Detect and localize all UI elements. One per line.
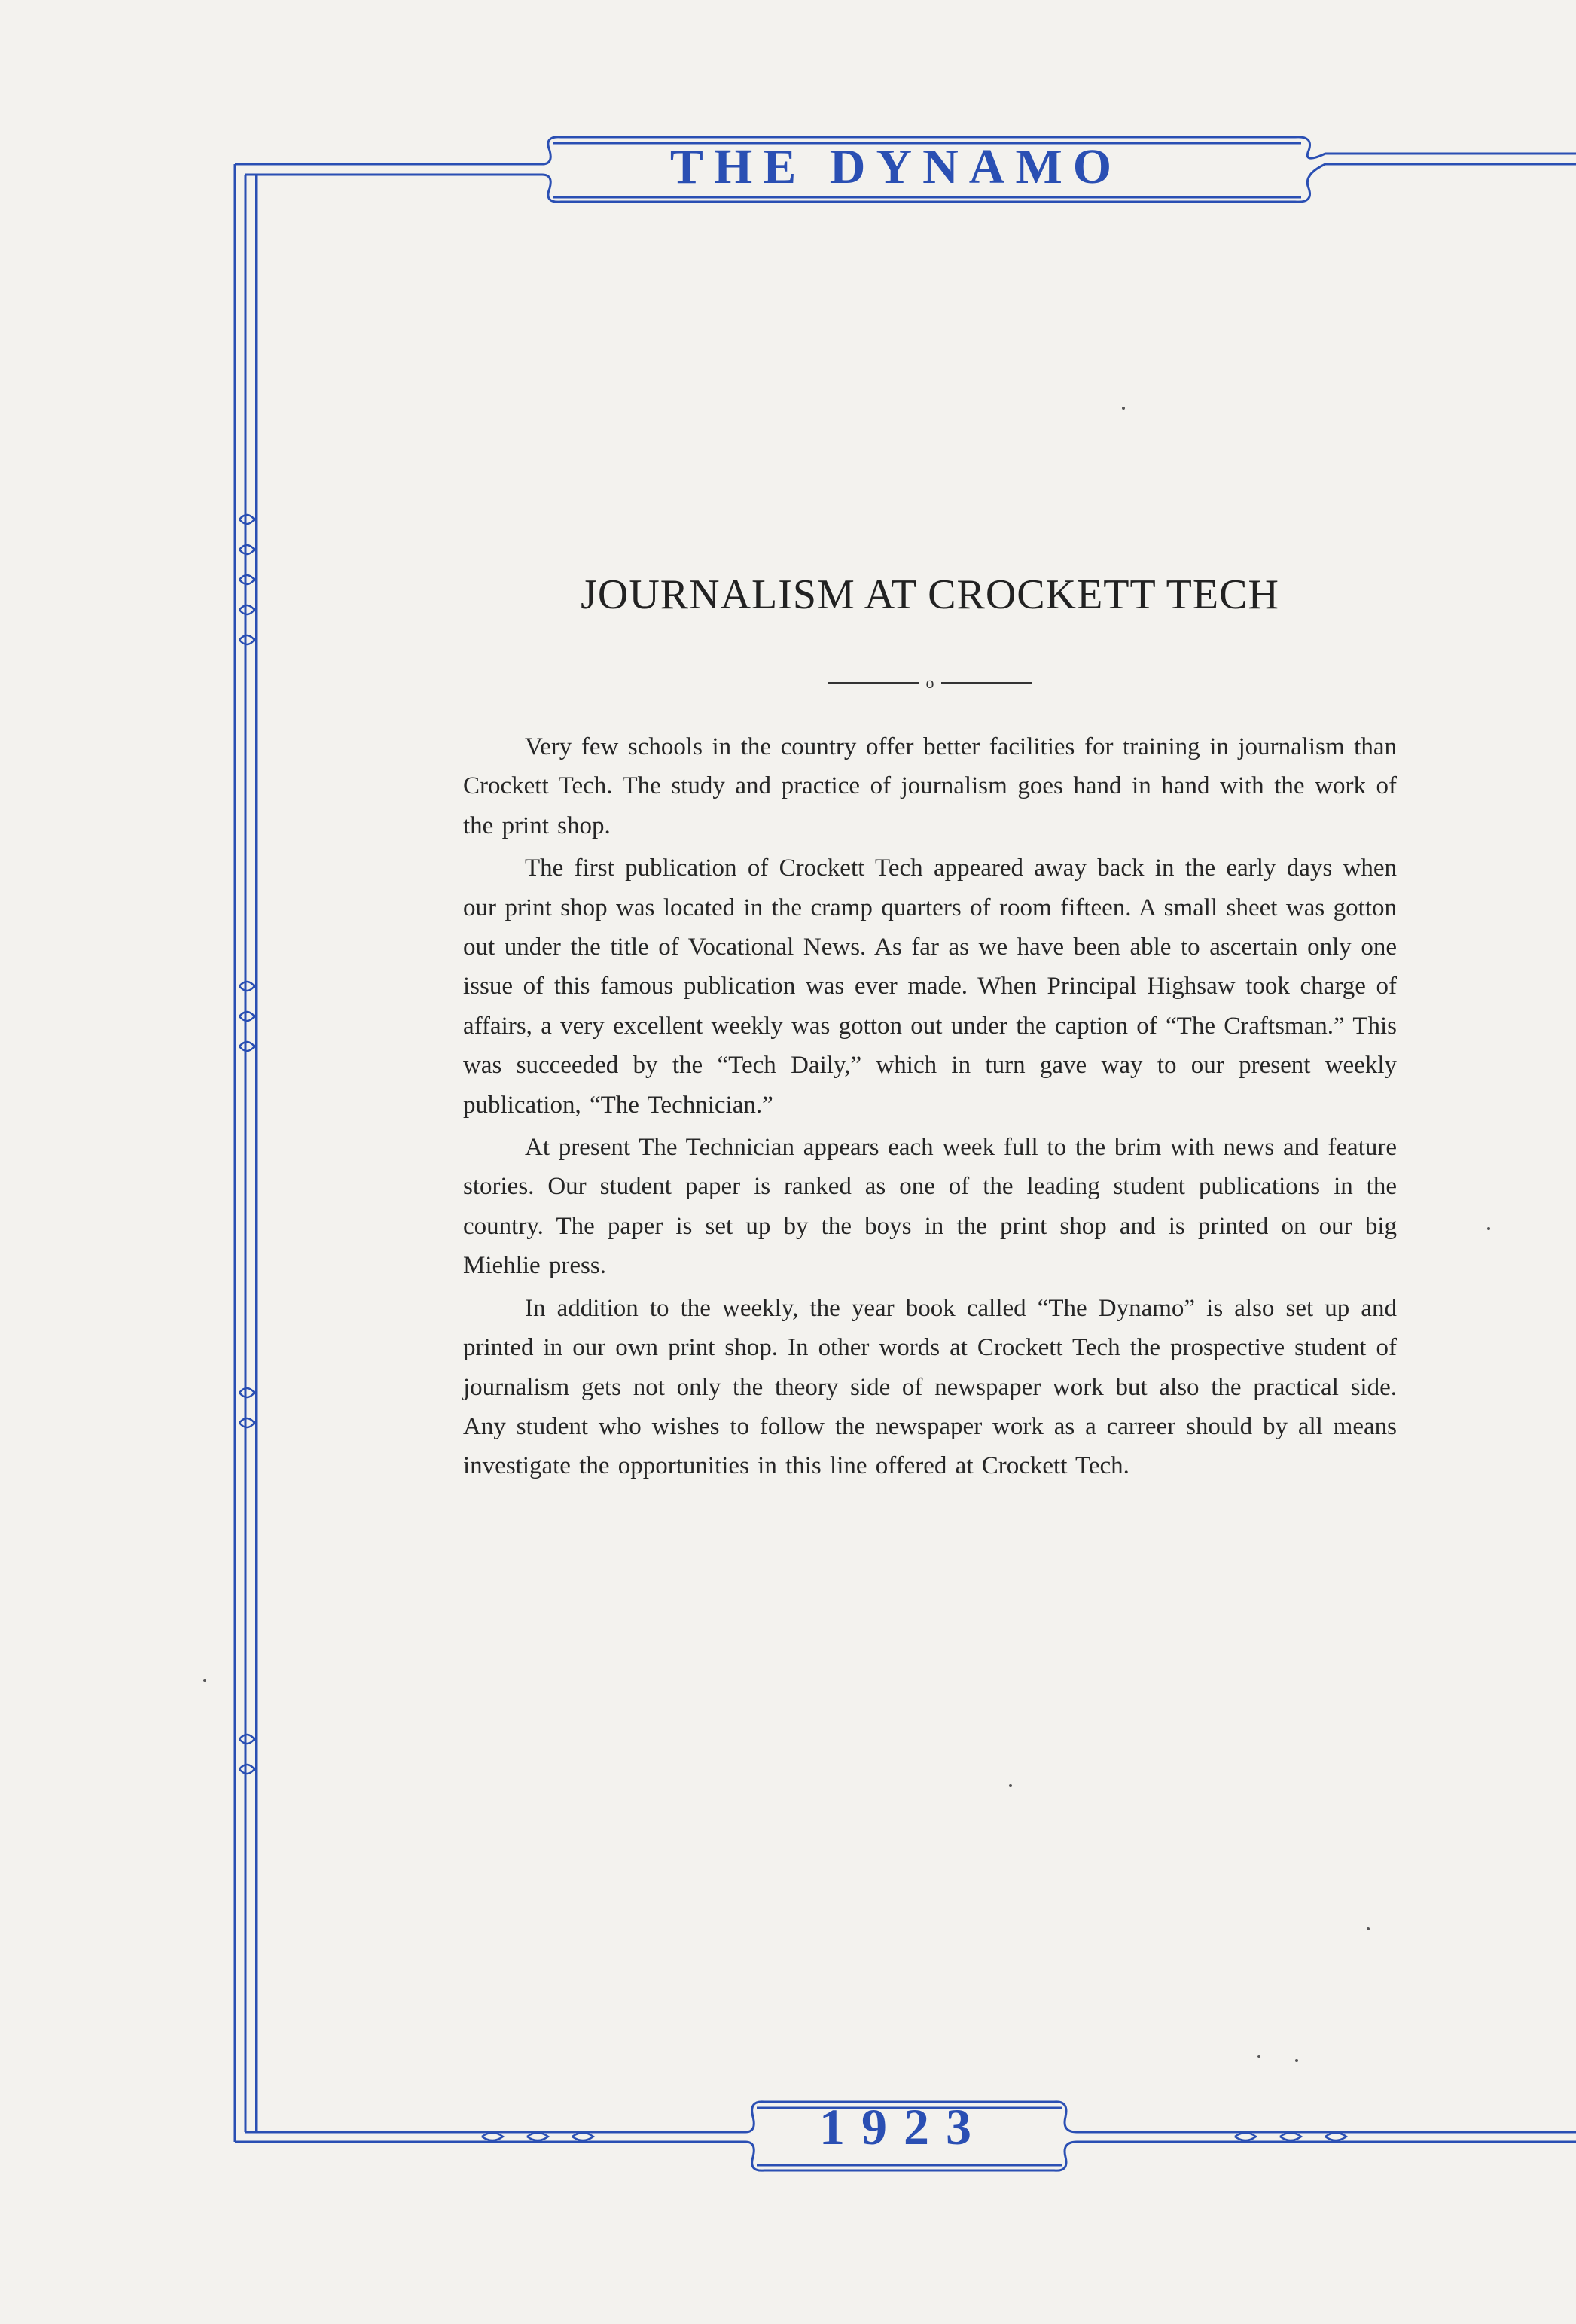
paper-speck xyxy=(1122,407,1125,410)
paragraph-3: At present The Technician appears each week full to the brim with news and feature stories. Our student paper is ranked as one of the leading student publications in the country. The paper is set up by the boys in the print shop and is printed on our big Miehlie press. xyxy=(463,1134,1397,1280)
paper-speck xyxy=(1257,2055,1260,2058)
footer-year: 1923 xyxy=(819,2098,988,2155)
paragraph-2: The first publication of Crockett Tech appeared away back in the early days when our print shop was located in the cramp quarters of room fifteen. A small sheet was gotton out under the title of Vocational News. As far as we have been able to ascertain only one issue of this famous publication was ever made. When Principal Highsaw took charge of affairs, a very excellent weekly was gotton out under the caption of “The Craftsman.” This was succeeded by the “Tech Daily,” which in turn gave way to our present weekly publication, “The Technician.” xyxy=(463,854,1397,1119)
paper-speck xyxy=(1295,2059,1298,2062)
paper-speck xyxy=(1009,1784,1012,1787)
paragraph-4: In addition to the weekly, the year book called “The Dynamo” is also set up and printed in our own print shop. In other words at Crockett Tech the prospective student of journalism gets not only the theory side of newspaper work but also the practical side. Any student who wishes to follow the newspaper work as a carreer should by all means investigate the opportunities in this line offered at Crockett Tech. xyxy=(463,1294,1397,1480)
paragraph-1: Very few schools in the country offer better facilities for training in journalism than Crockett Tech. The study and practice of journalism goes hand in hand with the work of the print shop. xyxy=(463,733,1397,839)
paper-speck xyxy=(203,1679,206,1682)
title-divider xyxy=(828,672,1032,694)
article-body xyxy=(463,727,1397,1489)
paper-speck xyxy=(1367,1927,1370,1930)
article-title: JOURNALISM AT CROCKETT TECH xyxy=(581,571,1279,618)
header-title: THE DYNAMO xyxy=(669,139,1123,194)
divider-glyph: o xyxy=(925,673,934,692)
paper-speck xyxy=(1487,1227,1490,1230)
